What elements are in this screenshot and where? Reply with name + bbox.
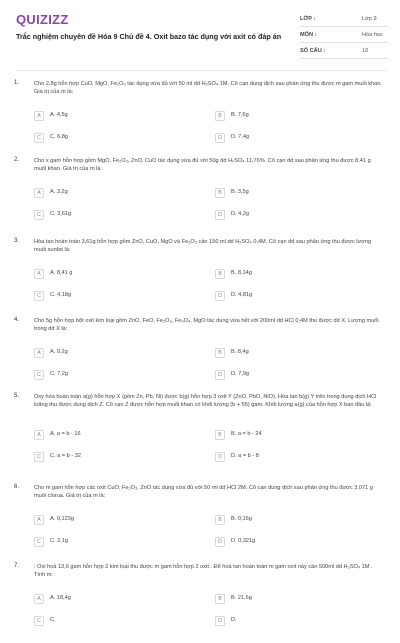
option-text: D. 4,2g xyxy=(231,211,250,217)
option-b[interactable] xyxy=(215,514,365,528)
option-text: C. 3,61g xyxy=(50,211,72,217)
option-b[interactable] xyxy=(215,347,365,361)
option-a[interactable] xyxy=(34,347,184,361)
option-text: A. 4,5g xyxy=(50,112,68,118)
option-text: C. 7,2g xyxy=(50,371,69,377)
option-d[interactable] xyxy=(215,209,365,223)
option-b[interactable] xyxy=(215,593,365,607)
option-text: D. 7,9g xyxy=(231,371,250,377)
question-text: Cho 2,8g hỗn hợp CuO, MgO, Fe₂O₃ tác dụng vừa đủ với 50 ml dd H₂SO₄ 1M. Cô cạn dung dịch sau phản ứng thu được m gam muối khan. Giá trị của m là: xyxy=(34,81,382,96)
option-letter-box: D xyxy=(215,452,225,462)
option-letter-box: C xyxy=(34,210,44,220)
option-text: A. 8,41 g xyxy=(50,270,73,276)
option-text: C. 2,1g xyxy=(50,538,69,544)
option-d[interactable] xyxy=(215,369,365,383)
option-letter-box: C xyxy=(34,537,44,547)
option-b[interactable] xyxy=(215,268,365,282)
option-c[interactable] xyxy=(34,369,184,383)
question-text: Cho x gam hỗn hợp gồm MgO, Fe₂O₃, ZnO, CuO tác dụng vừa đủ với 50g dd H₂SO₄ 11,76%. Cô cạn dd sau phản ứng thu được 8,41 g muối khan. Giá trị của m là: xyxy=(34,158,371,173)
option-text: B. 21,6g xyxy=(231,595,252,601)
question-text: Cho m gam hỗn hợp các oxit CuO, Fe₂O₃, ZnO tác dụng vừa đủ với 50 ml dd HCl 2M. Cô cạn dung dịch sau phản ứng thu được 3,071 g muối clorua. Giá trị của m là: xyxy=(34,485,373,500)
question-3 xyxy=(0,238,400,318)
option-a[interactable] xyxy=(34,593,184,607)
option-text: B. 8,4g xyxy=(231,349,249,355)
option-d[interactable] xyxy=(215,615,365,629)
question-4 xyxy=(0,317,400,397)
option-letter-box: C xyxy=(34,133,44,143)
option-letter-box: A xyxy=(34,594,44,604)
option-a[interactable] xyxy=(34,514,184,528)
option-letter-box: A xyxy=(34,515,44,525)
meta-grade xyxy=(300,12,388,27)
option-c[interactable] xyxy=(34,209,184,223)
option-text: D. 0,321g xyxy=(231,538,256,544)
option-a[interactable] xyxy=(34,187,184,201)
question-number: 7. xyxy=(14,563,20,569)
question-text: Oxy hóa hoàn toàn a(g) hỗn hợp X (gồm Zn, Pb, Ni) được b(g) hỗn hợp 3 oxit Y (ZnO, PbO, NiO). Hòa tan b(g) Y trên trong dung dịch HCl loãng thu được dung dịch Z. Cô cạn Z được hỗn hợp muối khan có khối lượng (b + 55) gam. Khối lượng a(g) của hỗn hợp X ban đầu là: xyxy=(34,394,377,409)
option-text: B. 0,16g xyxy=(231,516,252,522)
header-divider xyxy=(16,70,386,71)
question-7 xyxy=(0,563,400,643)
option-b[interactable] xyxy=(215,429,365,443)
option-text: A. 3,2g xyxy=(50,189,68,195)
worksheet-title: Trắc nghiệm chuyên đề Hóa 9 Chủ đề 4. Oxit bazo tác dụng với axit có đáp án xyxy=(16,32,282,41)
option-d[interactable] xyxy=(215,290,365,304)
option-letter-box: D xyxy=(215,133,225,143)
question-5 xyxy=(0,393,400,473)
question-1 xyxy=(0,80,400,160)
option-text: A. 0,123g xyxy=(50,516,74,522)
question-text: Cho 5g hỗn hợp bột oxit kim loại gồm ZnO, FeO, Fe₂O₃, Fe₃O₄, MgO tác dụng vừa hết với 200ml dd HCl 0,4M thu được dd X. Lượng muối trong dd X là: xyxy=(34,318,379,333)
option-letter-box: B xyxy=(215,515,225,525)
question-text: : Oxi hoá 13,6 gam hỗn hợp 2 kim loại thu được m gam hỗn hợp 2 oxit . Để hoà tan hoàn toàn m gam oxit này cần 500ml dd H₂SO₄ 1M . Tính m: xyxy=(34,564,373,579)
option-text: B. 3,5g xyxy=(231,189,249,195)
meta-value: 10 xyxy=(362,48,369,54)
option-letter-box: C xyxy=(34,616,44,626)
option-text: B. a = b - 24 xyxy=(231,431,262,437)
option-d[interactable] xyxy=(215,451,365,465)
option-d[interactable] xyxy=(215,132,365,146)
meta-label: MÔN : xyxy=(300,32,317,38)
option-letter-box: A xyxy=(34,348,44,358)
question-number: 2. xyxy=(14,157,20,163)
option-letter-box: C xyxy=(34,370,44,380)
option-c[interactable] xyxy=(34,451,184,465)
option-letter-box: D xyxy=(215,210,225,220)
option-b[interactable] xyxy=(215,187,365,201)
question-number: 4. xyxy=(14,317,20,323)
option-text: D. 4,81g xyxy=(231,292,253,298)
option-letter-box: B xyxy=(215,430,225,440)
meta-label: SỐ CÂU : xyxy=(300,48,326,54)
option-letter-box: B xyxy=(215,188,225,198)
option-text: D. a = b - 8 xyxy=(231,453,259,459)
meta-value: Lớp 9 xyxy=(362,16,377,22)
option-text: A. a = b - 16 xyxy=(50,431,81,437)
question-2 xyxy=(0,157,400,237)
option-letter-box: A xyxy=(34,188,44,198)
option-text: C. xyxy=(50,617,56,623)
option-d[interactable] xyxy=(215,536,365,550)
option-text: D. 7,4g xyxy=(231,134,250,140)
option-text: B. 8,14g xyxy=(231,270,252,276)
option-text: C. 6,8g xyxy=(50,134,69,140)
option-letter-box: A xyxy=(34,430,44,440)
option-letter-box: C xyxy=(34,452,44,462)
option-letter-box: D xyxy=(215,370,225,380)
option-letter-box: B xyxy=(215,348,225,358)
question-6 xyxy=(0,484,400,564)
option-text: C. 4,18g xyxy=(50,292,72,298)
option-text: B. 7,6g xyxy=(231,112,249,118)
option-letter-box: A xyxy=(34,269,44,279)
option-a[interactable] xyxy=(34,429,184,443)
option-c[interactable] xyxy=(34,290,184,304)
option-letter-box: B xyxy=(215,111,225,121)
option-b[interactable] xyxy=(215,110,365,124)
option-letter-box: B xyxy=(215,269,225,279)
meta-value: Hóa học xyxy=(362,32,383,38)
option-c[interactable] xyxy=(34,132,184,146)
option-letter-box: C xyxy=(34,291,44,301)
meta-subject xyxy=(300,28,388,43)
option-c[interactable] xyxy=(34,536,184,550)
option-a[interactable] xyxy=(34,268,184,282)
option-letter-box: B xyxy=(215,594,225,604)
quizizz-logo: QUIZIZZ xyxy=(16,12,69,27)
option-letter-box: D xyxy=(215,291,225,301)
question-number: 5. xyxy=(14,393,20,399)
question-number: 1. xyxy=(14,80,20,86)
question-number: 6. xyxy=(14,484,20,490)
option-text: A. 18,4g xyxy=(50,595,71,601)
question-text: Hòa tan hoàn toàn 3,61g hỗn hợp gồm ZnO, CuO, MgO và Fe₂O₃ cần 150 ml dd H₂SO₄ 0,4M. Cô cạn dd sau phản ứng thu được lượng muối sunfat là: xyxy=(34,239,372,254)
option-c[interactable] xyxy=(34,615,184,629)
meta-label: LỚP : xyxy=(300,16,316,22)
option-letter-box: D xyxy=(215,616,225,626)
option-a[interactable] xyxy=(34,110,184,124)
option-letter-box: A xyxy=(34,111,44,121)
meta-question-count xyxy=(300,44,388,59)
option-text: A. 9,2g xyxy=(50,349,68,355)
option-letter-box: D xyxy=(215,537,225,547)
option-text: C. a = b - 32 xyxy=(50,453,81,459)
question-number: 3. xyxy=(14,238,20,244)
option-text: D. xyxy=(231,617,237,623)
worksheet-header xyxy=(0,0,400,70)
